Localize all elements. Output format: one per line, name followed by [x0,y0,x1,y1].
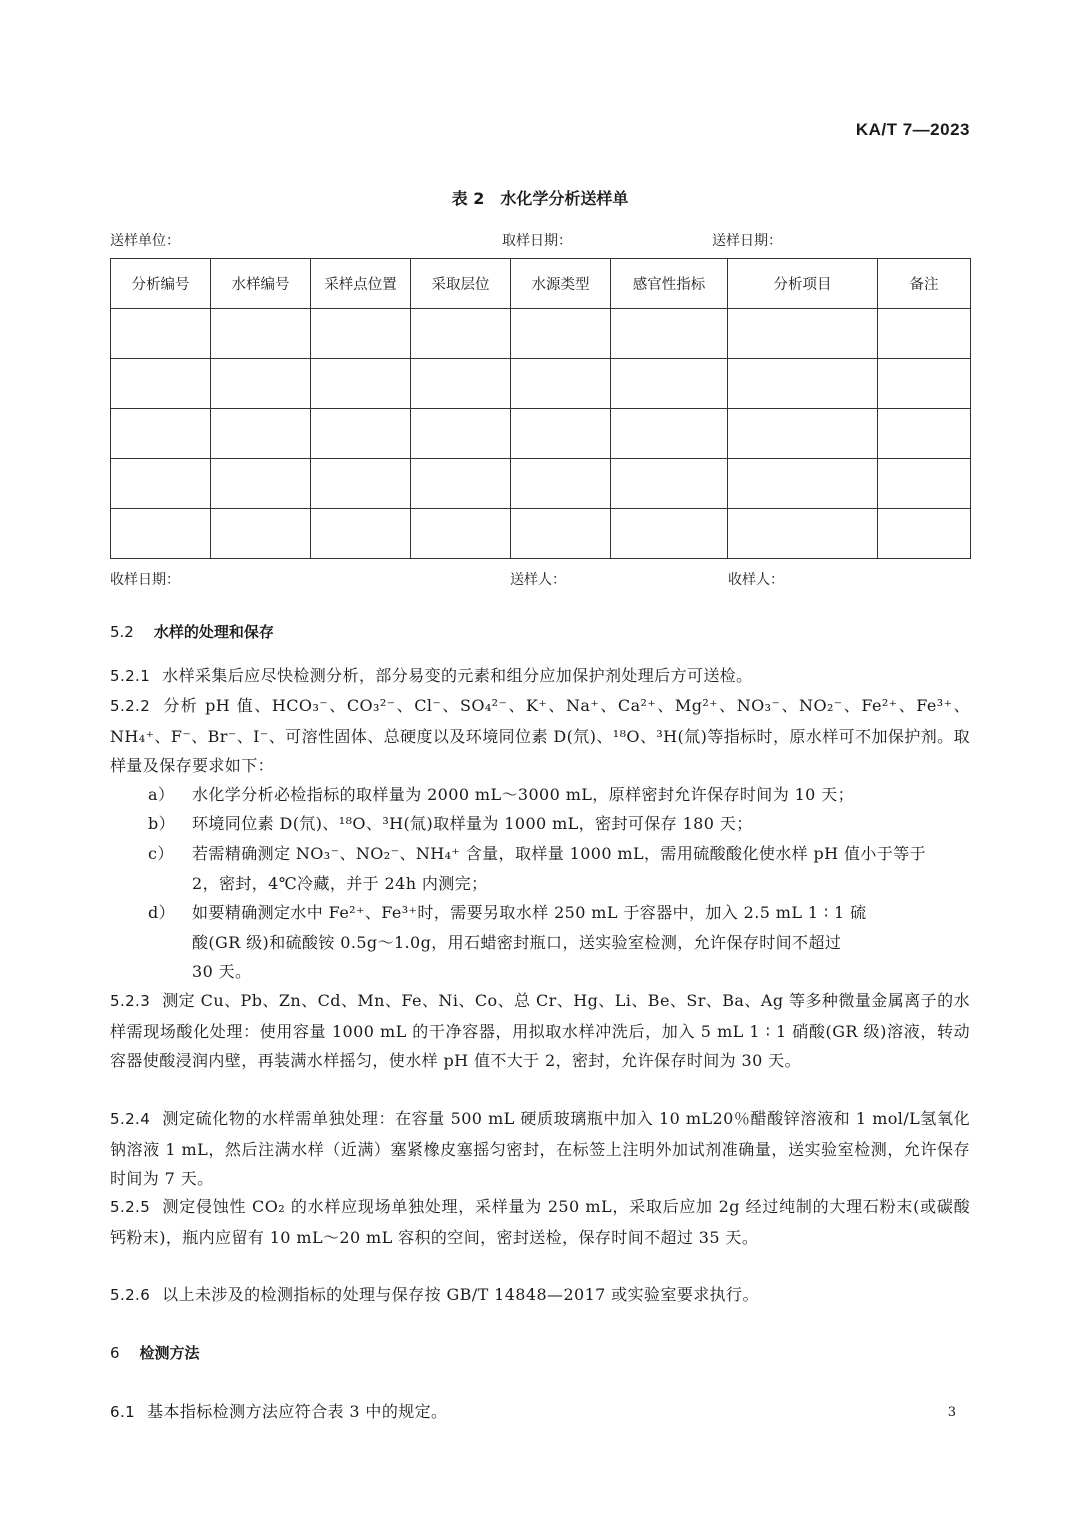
table-cell [111,509,211,559]
paragraph-5-2-4 [110,1104,970,1194]
clause-text: 分析 pH 值、HCO₃⁻、CO₃²⁻、Cl⁻、SO₄²⁻、K⁺、Na⁺、Ca²⁺、Mg²⁺、NO₃⁻、NO₂⁻、Fe²⁺、Fe³⁺、NH₄⁺、F⁻、Br⁻、I⁻、可溶性固体、总硬度以及环境同位素 D(氘)、¹⁸O、³H(氚)等指标时，原水样可不加保护剂。取样量及保存要求如下： [110,696,970,775]
table-cell [878,309,971,359]
list-item-a [148,780,970,810]
list-text: 如要精确测定水中 Fe²⁺、Fe³⁺时，需要另取水样 250 mL 于容器中，加入 2.5 mL 1 ∶ 1 硫 [192,903,867,922]
list-item-b [148,809,970,839]
field-delivery-date: 送样日期： [712,233,782,249]
table-cell [311,509,411,559]
col-header: 感官性指标 [611,259,728,309]
paragraph-5-2-1 [110,661,970,692]
clause-number: 5.2.5 [110,1198,151,1216]
table-cell [511,509,611,559]
table-cell [111,459,211,509]
list-text-continued: 2，密封，4℃冷藏，并于 24h 内测完； [192,873,488,893]
list-item-d [148,898,970,987]
section-title: 检测方法 [139,1344,200,1362]
clause-number: 5.2.4 [110,1110,151,1128]
table-cell [511,409,611,459]
table-cell [878,409,971,459]
table-cell [728,409,878,459]
clause-text: 水样采集后应尽快检测分析，部分易变的元素和组分应加保护剂处理后方可送检。 [162,666,753,685]
table-cell [728,359,878,409]
col-header: 水样编号 [211,259,311,309]
table-cell [411,359,511,409]
table-cell [311,459,411,509]
table-cell [211,409,311,459]
field-receive-date: 收样日期： [110,572,180,588]
table-cell [111,309,211,359]
col-header: 采取层位 [411,259,511,309]
table-caption-number: 表 2 [451,189,485,208]
clause-number: 5.2.6 [110,1286,151,1304]
table-cell [111,409,211,459]
table-cell [111,359,211,409]
table-cell [611,459,728,509]
list-item-c [148,839,970,898]
table-cell [511,359,611,409]
list-text-continued: 30 天。 [192,962,252,981]
col-header: 分析项目 [728,259,878,309]
table-cell [611,309,728,359]
section-number: 5.2 [110,623,134,641]
paragraph-5-2-6 [110,1280,970,1311]
col-header: 备注 [878,259,971,309]
table-row [111,409,971,459]
paragraph-5-2-3 [110,986,970,1076]
clause-number: 5.2.2 [110,697,151,715]
table-cell [311,359,411,409]
clause-number: 6.1 [110,1403,136,1421]
list-label: c） [148,844,174,863]
field-sender-unit: 送样单位： [110,233,180,249]
section-title: 水样的处理和保存 [153,623,274,641]
table-cell [411,509,511,559]
standard-id: KA/T 7—2023 [855,120,970,139]
field-receiver: 收样人： [728,572,784,588]
table-cell [411,309,511,359]
table-caption [0,186,1080,209]
clause-text: 基本指标检测方法应符合表 3 中的规定。 [147,1402,448,1421]
clause-number: 5.2.1 [110,667,151,685]
table-cell [878,459,971,509]
list-text-continued: 酸(GR 级)和硫酸铵 0.5g～1.0g，用石蜡密封瓶口，送实验室检测，允许保存时间不超过 [192,932,842,952]
list-text: 环境同位素 D(氘)、¹⁸O、³H(氚)取样量为 1000 mL，密封可保存 180 天； [192,814,753,833]
table-cell [728,509,878,559]
table-caption-title: 水化学分析送样单 [500,189,629,208]
table-header-row [111,259,971,309]
page-number: 3 [947,1405,956,1420]
clause-text: 以上未涉及的检测指标的处理与保存按 GB/T 14848—2017 或实验室要求执行。 [162,1285,759,1304]
table-cell [878,359,971,409]
table-row [111,459,971,509]
list-label: d） [148,903,176,922]
table-cell [728,459,878,509]
table-cell [611,409,728,459]
table-cell [211,509,311,559]
table-cell [311,409,411,459]
table-row [111,509,971,559]
paragraph-6-1 [110,1397,970,1428]
list-label: b） [148,814,176,833]
table-row [111,309,971,359]
table-cell [611,509,728,559]
table-cell [211,309,311,359]
field-sampling-date: 取样日期： [502,233,572,249]
table-row [111,359,971,409]
paragraph-5-2-2 [110,691,970,781]
table-cell [311,309,411,359]
col-header: 分析编号 [111,259,211,309]
table-cell [411,459,511,509]
clause-text: 测定硫化物的水样需单独处理：在容量 500 mL 硬质玻璃瓶中加入 10 mL20％醋酸锌溶液和 1 mol/L氢氧化钠溶液 1 mL，然后注满水样（近满）塞紧橡皮塞摇匀密封，在标签上注明外加试剂准确量，送实验室检测，允许保存时间为 7 天。 [110,1109,970,1188]
list-label: a） [148,785,175,804]
table-cell [511,309,611,359]
clause-number: 5.2.3 [110,992,151,1010]
section-number: 6 [110,1344,120,1362]
list-text: 若需精确测定 NO₃⁻、NO₂⁻、NH₄⁺ 含量，取样量 1000 mL，需用硫酸酸化使水样 pH 值小于等于 [192,844,926,863]
field-sender: 送样人： [510,572,566,588]
list-text: 水化学分析必检指标的取样量为 2000 mL～3000 mL，原样密封允许保存时间为 10 天； [192,785,855,804]
table-cell [878,509,971,559]
clause-text: 测定 Cu、Pb、Zn、Cd、Mn、Fe、Ni、Co、总 Cr、Hg、Li、Be、Sr、Ba、Ag 等多种微量金属离子的水样需现场酸化处理：使用容量 1000 mL 的干净容器，用拟取水样冲洗后，加入 5 mL 1 ∶ 1 硝酸(GR 级)溶液，转动容器使酸浸润内壁，再装满水样摇匀，使水样 pH 值不大于 2，密封，允许保存时间为 30 天。 [110,991,970,1070]
table-cell [211,359,311,409]
section-heading-6 [110,1342,200,1363]
table-cell [411,409,511,459]
table-cell [611,359,728,409]
paragraph-5-2-5 [110,1192,970,1252]
table-cell [511,459,611,509]
section-heading-5-2 [110,621,274,642]
col-header: 采样点位置 [311,259,411,309]
col-header: 水源类型 [511,259,611,309]
table-cell [728,309,878,359]
table-cell [211,459,311,509]
sample-form-table [110,258,971,559]
clause-text: 测定侵蚀性 CO₂ 的水样应现场单独处理，采样量为 250 mL，采取后应加 2g 经过纯制的大理石粉末(或碳酸钙粉末)，瓶内应留有 10 mL～20 mL 容积的空间，密封送检，保存时间不超过 35 天。 [110,1197,970,1247]
